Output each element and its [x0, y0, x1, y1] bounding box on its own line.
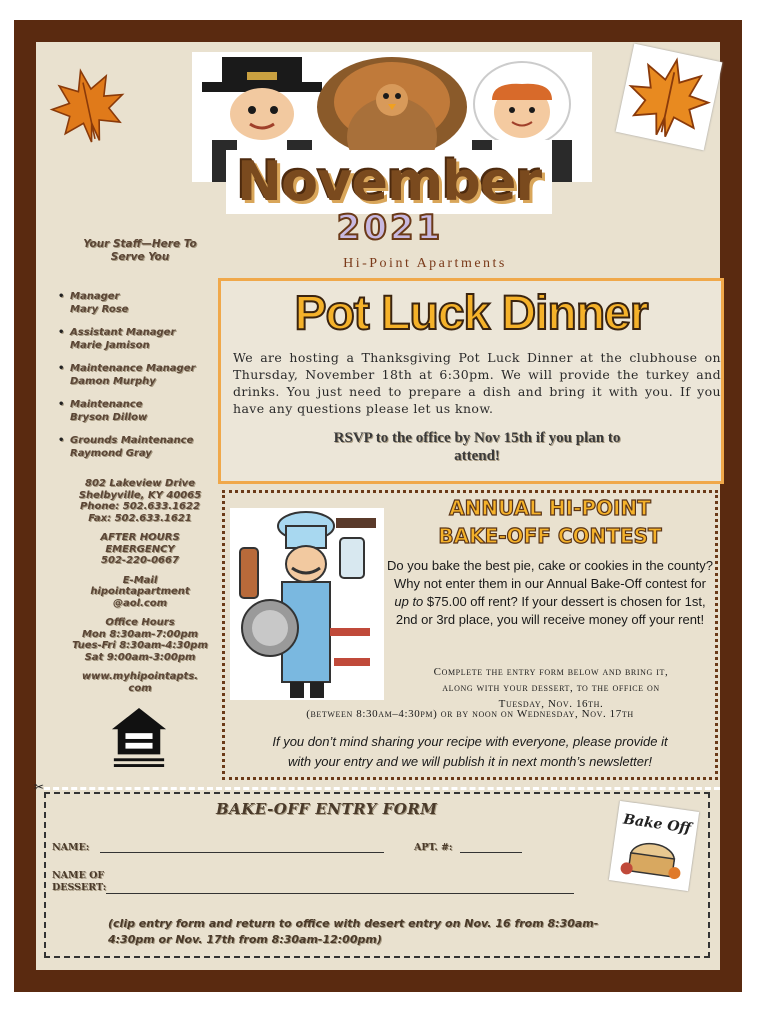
bakeoff-title-line: BAKE-OFF CONTEST — [438, 524, 662, 548]
bakeoff-title-line: ANNUAL HI-POINT — [449, 496, 651, 520]
staff-item — [58, 434, 228, 460]
bakeoff-text: $75.00 off rent? If your dessert is chosen for 1st, 2nd or 3rd place, you will receive money off your rent! — [395, 594, 706, 627]
staff-role: • Maintenance Manager — [70, 363, 196, 374]
emergency-phone: 502-220-0667 — [101, 555, 179, 566]
after-hours-label: EMERGENCY — [105, 543, 175, 555]
form-note-line: (clip entry form and return to office with desert entry on Nov. 16 from 8:30am- — [108, 917, 599, 930]
potluck-description: We are hosting a Thanksgiving Pot Luck Dinner at the clubhouse on Thursday, November 18th at 6:30pm. We will provide the turkey and drinks. You just need to prepare a dish and bring it with you. If you have any questions please let us know. — [233, 350, 721, 416]
office-hours: Tues-Fri 8:30am-4:30pm — [72, 640, 208, 651]
share-line: with your entry and we will publish it in next month’s newsletter! — [288, 754, 652, 769]
fax-number: Fax: 502.633.1621 — [88, 512, 192, 524]
website-link[interactable]: com — [128, 682, 152, 694]
staff-role: • Maintenance — [70, 399, 143, 410]
after-hours-label: AFTER HOURS — [100, 532, 180, 543]
staff-list — [58, 290, 228, 470]
apt-label: APT. #: — [414, 842, 453, 853]
staff-name: Bryson Dillow — [70, 412, 148, 423]
maple-leaf-card — [616, 44, 723, 151]
instruction-line: Tuesday, Nov. 16th. — [498, 698, 604, 710]
dessert-label-line: NAME OF — [52, 870, 105, 881]
scissors-icon: ✂ — [34, 780, 45, 794]
dessert-field[interactable] — [106, 893, 574, 894]
address-line: 802 Lakeview Drive — [85, 478, 195, 489]
name-field[interactable] — [100, 852, 384, 853]
recipe-share-note — [230, 732, 710, 772]
entry-time-note: (between 8:30am–4:30pm) or by noon on Wednesday, Nov. 17th — [306, 708, 634, 720]
staff-item — [58, 362, 228, 388]
bakeoff-emphasis: up to — [394, 594, 424, 609]
month-title: November — [226, 150, 552, 214]
rsvp-line: attend! — [454, 448, 500, 464]
staff-role: • Grounds Maintenance — [70, 435, 194, 446]
staff-item — [58, 398, 228, 424]
staff-role: • Assistant Manager — [70, 327, 176, 338]
rsvp-line: RSVP to the office by Nov 15th if you plan to — [333, 430, 621, 446]
form-title: BAKE-OFF ENTRY FORM — [216, 800, 438, 818]
instruction-line: along with your dessert, to the office on — [442, 682, 660, 694]
staff-heading-line: Serve You — [110, 251, 170, 263]
address-line: Shelbyville, KY 40065 — [78, 489, 202, 501]
equal-housing-opportunity-icon — [110, 706, 168, 770]
potluck-title: Pot Luck Dinner — [294, 287, 648, 340]
potluck-section — [218, 278, 724, 484]
badge-text: Bake Off — [622, 811, 692, 837]
entry-instructions — [390, 664, 712, 712]
website-link[interactable]: www.myhipointapts. — [81, 671, 199, 682]
dessert-label-line: DESSERT: — [52, 882, 107, 893]
staff-heading-line: Your Staff—Here To — [83, 238, 197, 250]
maple-leaf-icon — [616, 44, 723, 151]
bakeoff-title — [390, 494, 710, 550]
staff-role: • Manager — [70, 291, 120, 302]
email-address: hipointapartment — [90, 586, 190, 597]
office-hours: Sat 9:00am-3:00pm — [84, 651, 196, 663]
share-line: If you don’t mind sharing your recipe with everyone, please provide it — [272, 734, 668, 749]
staff-item — [58, 290, 228, 316]
apt-field[interactable] — [460, 852, 522, 853]
dessert-label — [52, 870, 106, 894]
staff-name: Damon Murphy — [70, 376, 156, 387]
office-hours: Mon 8:30am-7:00pm — [81, 628, 199, 640]
staff-name: Marie Jamison — [70, 340, 150, 351]
staff-name: Raymond Gray — [70, 448, 152, 459]
form-note-line: 4:30pm or Nov. 17th from 8:30am-12:00pm) — [108, 933, 382, 946]
rsvp-notice — [233, 429, 721, 465]
name-label: NAME: — [52, 842, 90, 853]
email-label: E-Mail — [122, 574, 158, 586]
maple-leaf-icon — [41, 59, 136, 154]
staff-name: Mary Rose — [70, 304, 129, 315]
bakeoff-description — [386, 557, 714, 629]
phone-number: Phone: 502.633.1622 — [80, 501, 200, 512]
chef-illustration — [230, 508, 384, 700]
cut-line — [44, 787, 720, 790]
instruction-line: Complete the entry form below and bring it, — [433, 666, 669, 678]
email-address: @aol.com — [112, 597, 168, 609]
office-hours-label: Office Hours — [105, 617, 175, 628]
form-return-note — [108, 916, 668, 948]
staff-item — [58, 326, 228, 352]
apartment-name: Hi-Point Apartments — [343, 256, 507, 271]
bakeoff-badge — [609, 801, 699, 891]
contact-info — [60, 478, 220, 694]
staff-heading — [50, 238, 230, 264]
bakeoff-text: Do you bake the best pie, cake or cookies in the county? Why not enter them in our Annual Bake-Off contest for — [387, 558, 713, 591]
year-title: 2021 — [336, 208, 444, 248]
